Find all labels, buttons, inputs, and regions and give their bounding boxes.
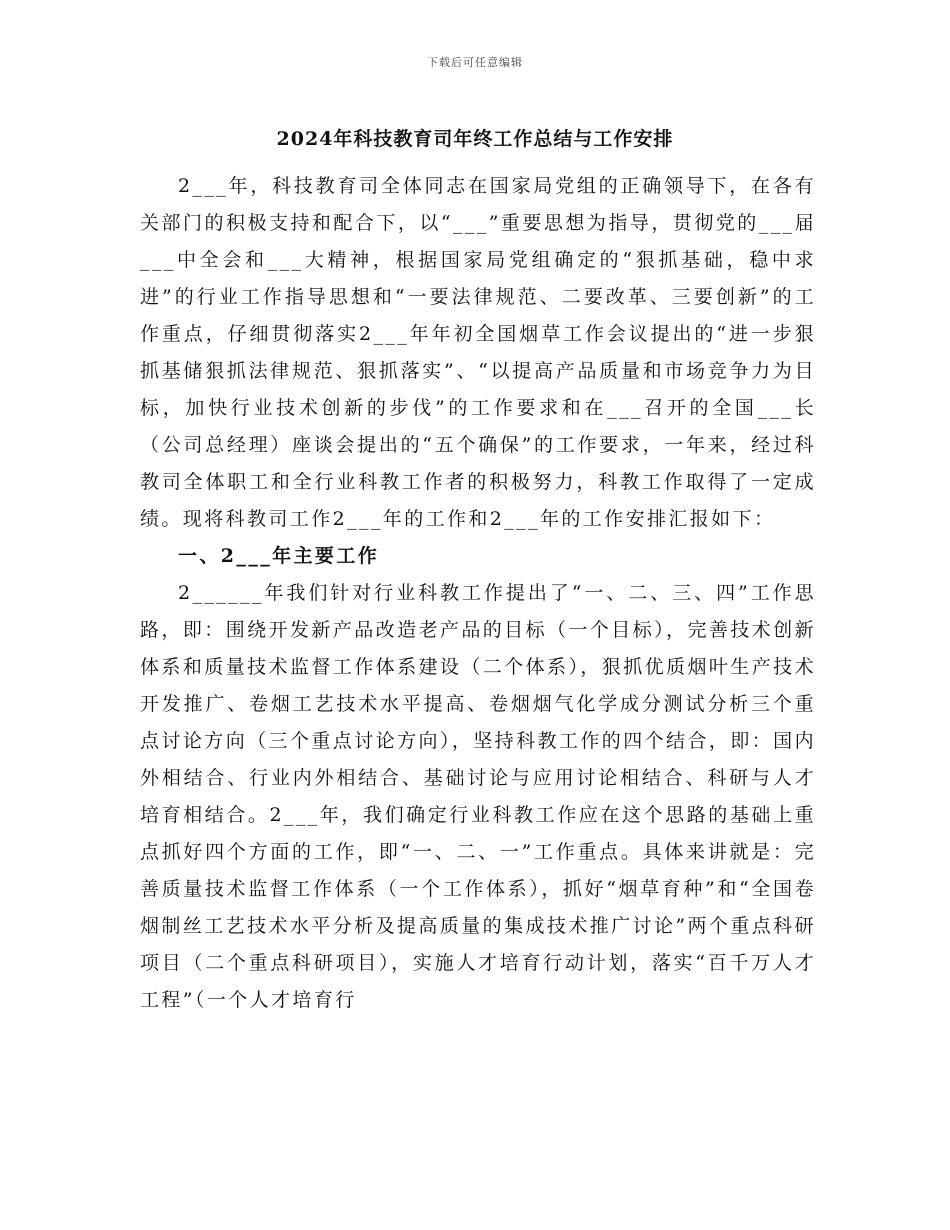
paragraph-intro: 2___年，科技教育司全体同志在国家局党组的正确领导下，在各有关部门的积极支持和配合下，以“___”重要思想为指导，贯彻党的___届___中全会和___大精神，根据国家局党组确定的“狠抓基础，稳中求进”的行业工作指导思想和“一要法律规范、二要改革、三要创新”的工作重点，仔细贯彻落实2___年年初全国烟草工作会议提出的“进一步狠抓基储狠抓法律规范、狠抓落实”、“以提高产品质量和市场竞争力为目标，加快行业技术创新的步伐”的工作要求和在___召开的全国___长（公司总经理）座谈会提出的“五个确保”的工作要求，一年来，经过科教司全体职工和全行业科教工作者的积极努力，科教工作取得了一定成绩。现将科教司工作2___年的工作和2___年的工作安排汇报如下： — [140, 175, 816, 530]
paragraph-main-work: 2______年我们针对行业科教工作提出了“一、二、三、四”工作思路，即：围绕开发新产品改造老产品的目标（一个目标），完善技术创新体系和质量技术监督工作体系建设（二个体系），狠抓优质烟叶生产技术开发推广、卷烟工艺技术水平提高、卷烟烟气化学成分测试分析三个重点讨论方向（三个重点讨论方向），坚持科教工作的四个结合，即：国内外相结合、行业内外相结合、基础讨论与应用讨论相结合、科研与人才培育相结合。2___年，我们确定行业科教工作应在这个思路的基础上重点抓好四个方面的工作，即“一、二、一”工作重点。具体来讲就是：完善质量技术监督工作体系（一个工作体系），抓好“烟草育种”和“全国卷烟制丝工艺技术水平分析及提高质量的集成技术推广讨论”两个重点科研项目（二个重点科研项目），实施人才培育行动计划，落实“百千万人才工程”（一个人才培育行 — [140, 582, 816, 1011]
header-note: 下载后可任意编辑 — [427, 56, 523, 69]
document-title: 2024年科技教育司年终工作总结与工作安排 — [276, 128, 674, 150]
document-body — [140, 168, 816, 1019]
section-heading: 一、2___年主要工作 — [178, 545, 380, 567]
